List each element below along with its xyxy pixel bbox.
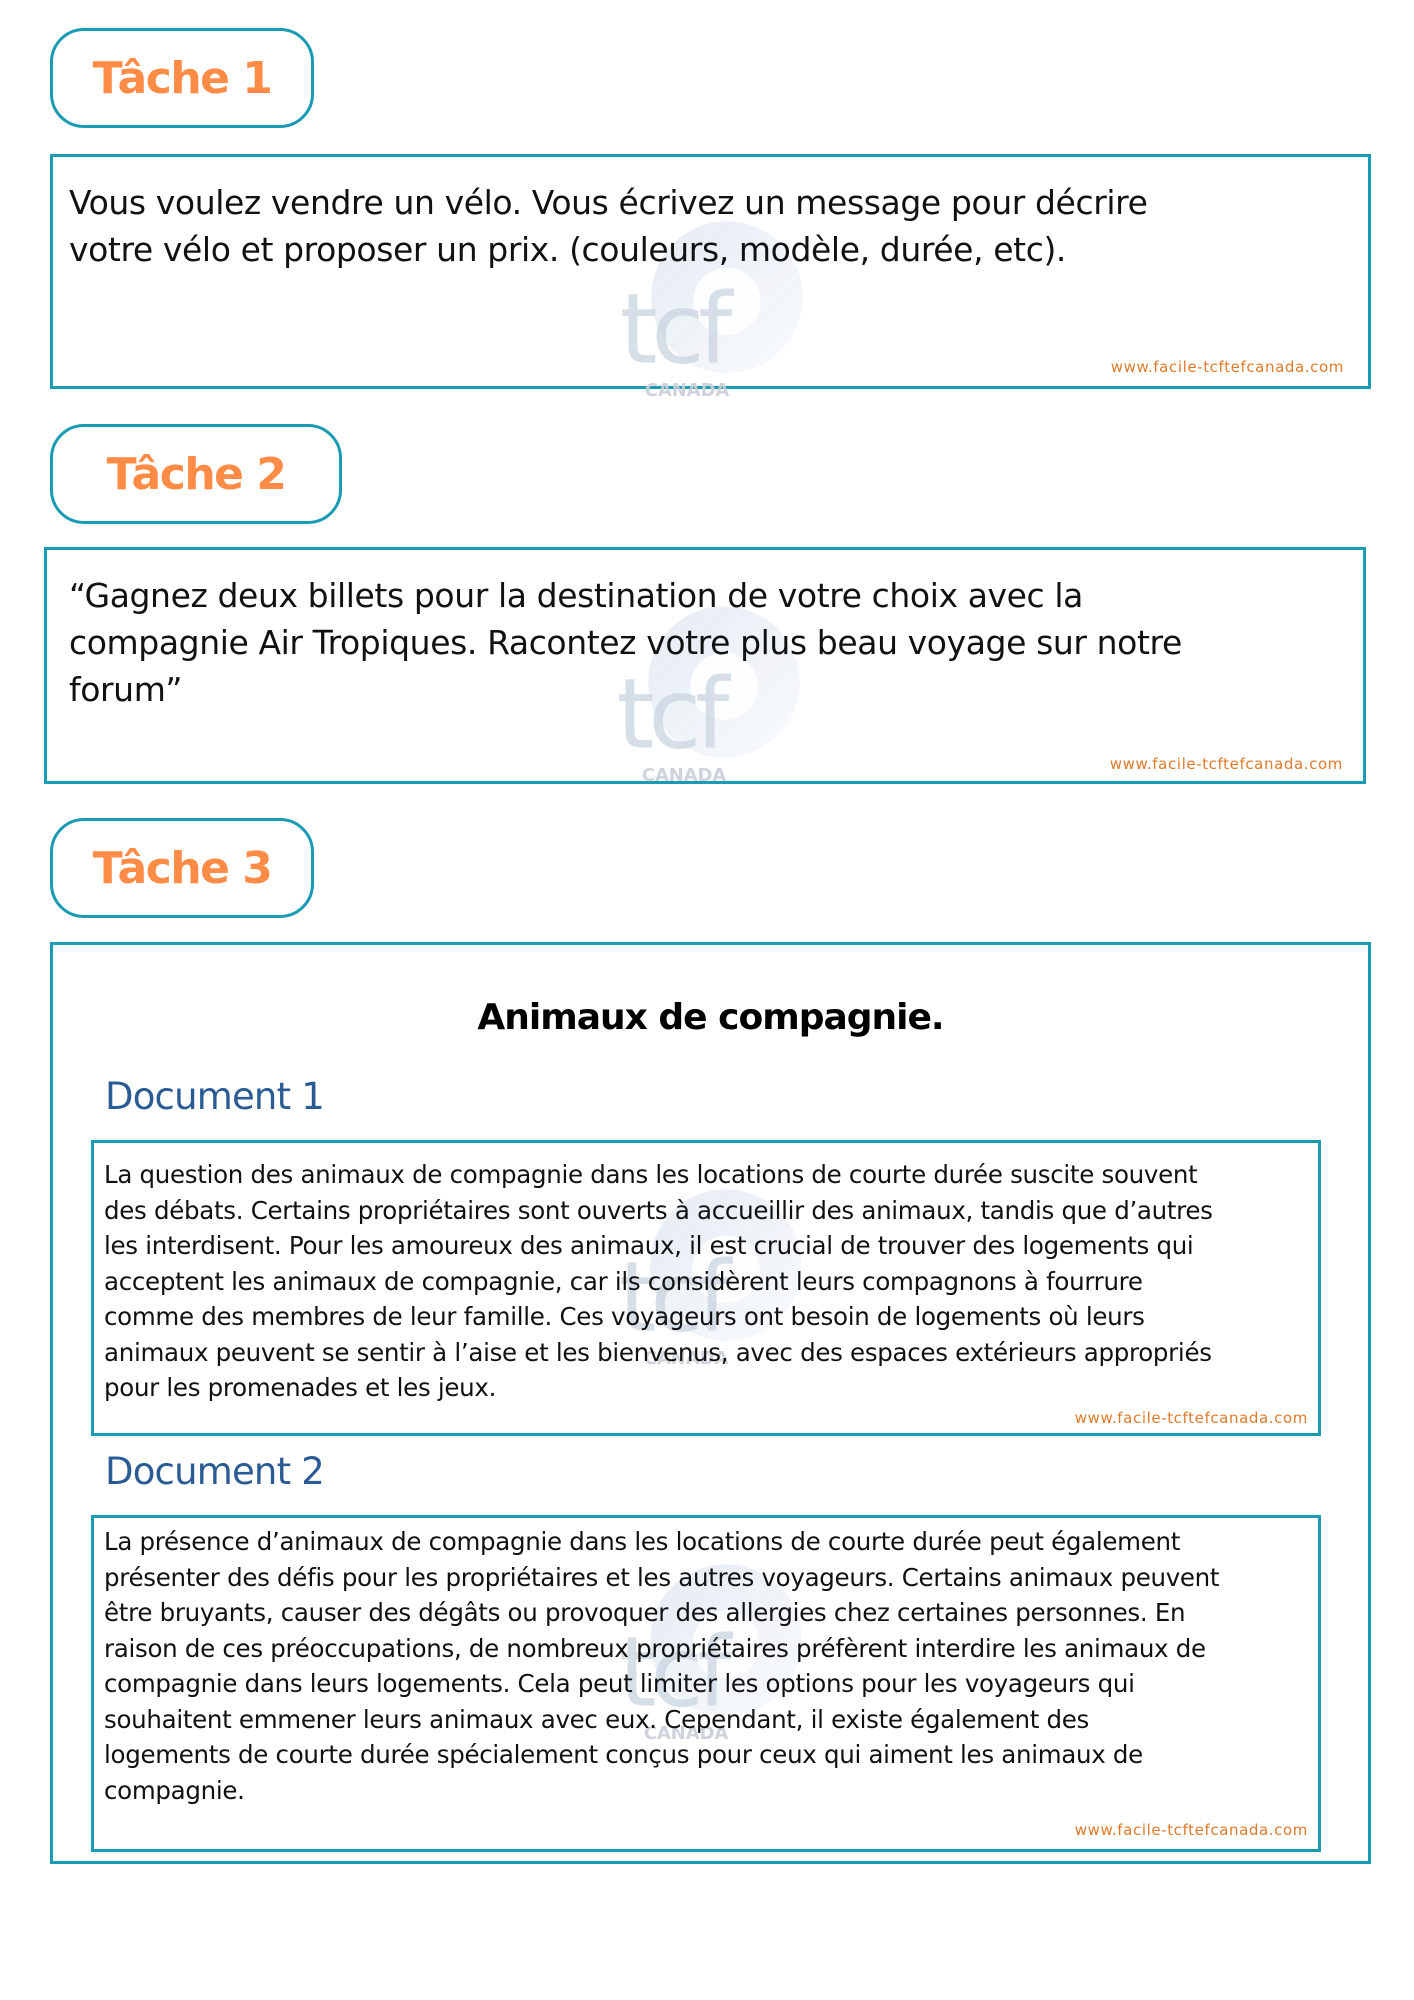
- document-1-heading: Document 1: [105, 1075, 324, 1118]
- text-line: raison de ces préoccupations, de nombreux propriétaires préfèrent interdire les animaux de: [104, 1633, 1206, 1663]
- prompt-line: “Gagnez deux billets pour la destination de votre choix avec la: [69, 576, 1083, 615]
- document-1-box: [91, 1140, 1321, 1436]
- task-1-label: Tâche 1: [92, 52, 272, 104]
- task-3-label: Tâche 3: [92, 842, 272, 894]
- task-2-label-pill: [50, 424, 342, 524]
- text-line: souhaitent emmener leurs animaux avec eux. Cependant, il existe également des: [104, 1704, 1090, 1734]
- task-2-label: Tâche 2: [106, 448, 286, 500]
- text-line: La question des animaux de compagnie dans les locations de courte durée suscite souvent: [104, 1160, 1198, 1189]
- task-1-prompt-box: [50, 154, 1371, 389]
- prompt-line: Vous voulez vendre un vélo. Vous écrivez un message pour décrire: [69, 183, 1148, 222]
- site-url: www.facile-tcftefcanada.com: [1110, 358, 1344, 376]
- task-3-title: Animaux de compagnie.: [477, 997, 944, 1038]
- task-1-label-pill: [50, 28, 314, 128]
- site-url: www.facile-tcftefcanada.com: [1109, 755, 1343, 773]
- text-line: présenter des défis pour les propriétaires et les autres voyageurs. Certains animaux peuvent: [104, 1562, 1220, 1592]
- text-line: logements de courte durée spécialement conçus pour ceux qui aiment les animaux de: [104, 1740, 1143, 1769]
- document-2-text: [104, 1524, 1219, 1808]
- task-2-prompt-box: [44, 547, 1366, 784]
- task-1-prompt: [69, 179, 1147, 273]
- text-line: des débats. Certains propriétaires sont ouverts à accueillir des animaux, tandis que d’autres: [104, 1195, 1213, 1225]
- text-line: animaux peuvent se sentir à l’aise et les bienvenus, avec des espaces extérieurs appropriés: [104, 1337, 1212, 1367]
- text-line: La présence d’animaux de compagnie dans les locations de courte durée peut également: [104, 1527, 1181, 1556]
- text-line: être bruyants, causer des dégâts ou provoquer des allergies chez certaines personnes. En: [104, 1598, 1186, 1627]
- text-line: les interdisent. Pour les amoureux des animaux, il est crucial de trouver des logements qui: [104, 1231, 1194, 1260]
- prompt-line: compagnie Air Tropiques. Racontez votre plus beau voyage sur notre: [69, 623, 1182, 662]
- text-line: pour les promenades et les jeux.: [104, 1373, 497, 1402]
- document-2-heading: Document 2: [105, 1450, 324, 1493]
- prompt-line: votre vélo et proposer un prix. (couleurs, modèle, durée, etc).: [69, 230, 1067, 269]
- document-1-text: [104, 1157, 1213, 1406]
- site-url: www.facile-tcftefcanada.com: [1074, 1821, 1308, 1839]
- prompt-line: forum”: [69, 670, 183, 709]
- task-2-prompt: [69, 572, 1182, 713]
- task-3-label-pill: [50, 818, 314, 918]
- text-line: compagnie.: [104, 1775, 245, 1805]
- text-line: compagnie dans leurs logements. Cela peut limiter les options pour les voyageurs qui: [104, 1669, 1135, 1698]
- document-2-box: [91, 1515, 1321, 1852]
- text-line: comme des membres de leur famille. Ces voyageurs ont besoin de logements où leurs: [104, 1302, 1145, 1331]
- task-3-box: [50, 942, 1371, 1864]
- text-line: acceptent les animaux de compagnie, car ils considèrent leurs compagnons à fourrure: [104, 1266, 1143, 1296]
- site-url: www.facile-tcftefcanada.com: [1074, 1409, 1308, 1427]
